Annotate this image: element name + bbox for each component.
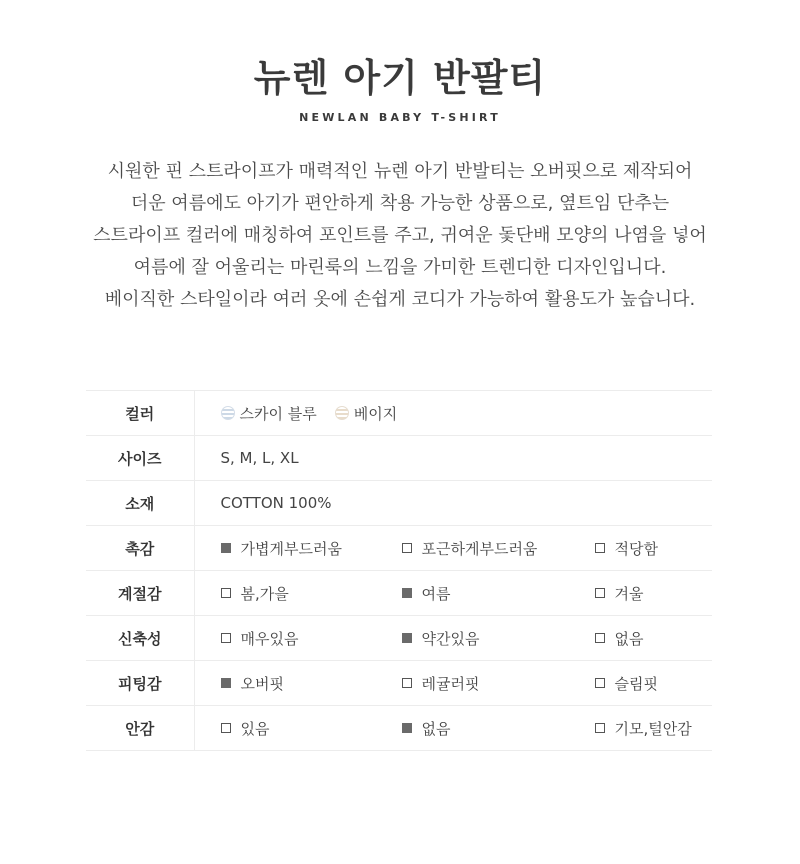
spec-option xyxy=(595,706,692,750)
spec-option-label: 봄,가을 xyxy=(240,584,289,603)
option-group xyxy=(195,571,713,615)
spec-label: 소재 xyxy=(86,481,194,526)
spec-row-material xyxy=(86,481,712,526)
checked-box-icon xyxy=(402,633,412,643)
spec-option-label: 포근하게부드러움 xyxy=(421,539,538,558)
spec-option-label: 레귤러핏 xyxy=(421,674,480,693)
spec-label: 사이즈 xyxy=(86,436,194,481)
color-options xyxy=(195,391,713,435)
spec-row-texture xyxy=(86,526,712,571)
spec-row-color xyxy=(86,391,712,436)
spec-value: S, M, L, XL xyxy=(220,449,299,467)
checked-box-icon xyxy=(402,588,412,598)
spec-option xyxy=(402,661,480,705)
sky-blue-swatch-icon xyxy=(221,406,235,420)
unchecked-box-icon xyxy=(402,543,412,553)
spec-option-label: 여름 xyxy=(421,584,451,603)
spec-label: 컬러 xyxy=(86,391,194,436)
color-option-label: 스카이 블루 xyxy=(239,404,317,423)
page-subtitle: NEWLAN BABY T-SHIRT xyxy=(299,111,501,124)
spec-option xyxy=(402,571,451,615)
spec-option xyxy=(221,706,270,750)
product-description xyxy=(0,156,800,316)
checked-box-icon xyxy=(402,723,412,733)
option-group xyxy=(195,706,713,750)
spec-label: 피팅감 xyxy=(86,661,194,706)
description-line: 더운 여름에도 아기가 편안하게 착용 가능한 상품으로, 옆트임 단추는 xyxy=(130,193,670,214)
spec-option xyxy=(402,616,480,660)
spec-option xyxy=(221,616,299,660)
description-line: 시원한 핀 스트라이프가 매력적인 뉴렌 아기 반발티는 오버핏으로 제작되어 xyxy=(107,161,693,182)
spec-row-lining xyxy=(86,706,712,751)
spec-label: 안감 xyxy=(86,706,194,751)
spec-option xyxy=(221,571,289,615)
spec-option-label: 약간있음 xyxy=(421,629,480,648)
unchecked-box-icon xyxy=(595,543,605,553)
spec-option-label: 없음 xyxy=(421,719,451,738)
spec-option xyxy=(595,571,644,615)
checked-box-icon xyxy=(221,543,231,553)
spec-option-label: 슬림핏 xyxy=(614,674,658,693)
page-title: 뉴렌 아기 반팔티 xyxy=(253,56,547,100)
unchecked-box-icon xyxy=(221,723,231,733)
unchecked-box-icon xyxy=(221,633,231,643)
unchecked-box-icon xyxy=(595,633,605,643)
spec-option-label: 겨울 xyxy=(614,584,644,603)
beige-swatch-icon xyxy=(335,406,349,420)
unchecked-box-icon xyxy=(595,678,605,688)
description-line: 여름에 잘 어울리는 마린룩의 느낌을 가미한 트렌디한 디자인입니다. xyxy=(133,257,667,278)
spec-label: 신축성 xyxy=(86,616,194,661)
spec-row-size xyxy=(86,436,712,481)
option-group xyxy=(195,526,713,570)
option-group xyxy=(195,661,713,705)
description-line: 베이직한 스타일이라 여러 옷에 손쉽게 코디가 가능하여 활용도가 높습니다. xyxy=(104,289,696,310)
spec-option-label: 가볍게부드러움 xyxy=(240,539,342,558)
spec-value: COTTON 100% xyxy=(220,494,332,512)
unchecked-box-icon xyxy=(221,588,231,598)
spec-table xyxy=(86,390,712,751)
spec-row-stretch xyxy=(86,616,712,661)
spec-row-fit xyxy=(86,661,712,706)
spec-option-label: 오버핏 xyxy=(240,674,284,693)
spec-option xyxy=(595,616,644,660)
spec-option-label: 적당함 xyxy=(614,539,658,558)
spec-option xyxy=(595,526,658,570)
spec-option-label: 매우있음 xyxy=(240,629,299,648)
spec-option xyxy=(595,661,658,705)
unchecked-box-icon xyxy=(595,588,605,598)
unchecked-box-icon xyxy=(595,723,605,733)
spec-option-label: 있음 xyxy=(240,719,270,738)
spec-option-label: 기모,털안감 xyxy=(614,719,692,738)
color-option-label: 베이지 xyxy=(353,404,398,423)
spec-label: 계절감 xyxy=(86,571,194,616)
spec-option xyxy=(221,526,342,570)
spec-option xyxy=(402,706,451,750)
spec-label: 촉감 xyxy=(86,526,194,571)
spec-option xyxy=(402,526,538,570)
spec-row-season xyxy=(86,571,712,616)
unchecked-box-icon xyxy=(402,678,412,688)
description-line: 스트라이프 컬러에 매칭하여 포인트를 주고, 귀여운 돛단배 모양의 나염을 넣어 xyxy=(93,225,707,246)
spec-option-label: 없음 xyxy=(614,629,644,648)
checked-box-icon xyxy=(221,678,231,688)
option-group xyxy=(195,616,713,660)
spec-option xyxy=(221,661,284,705)
